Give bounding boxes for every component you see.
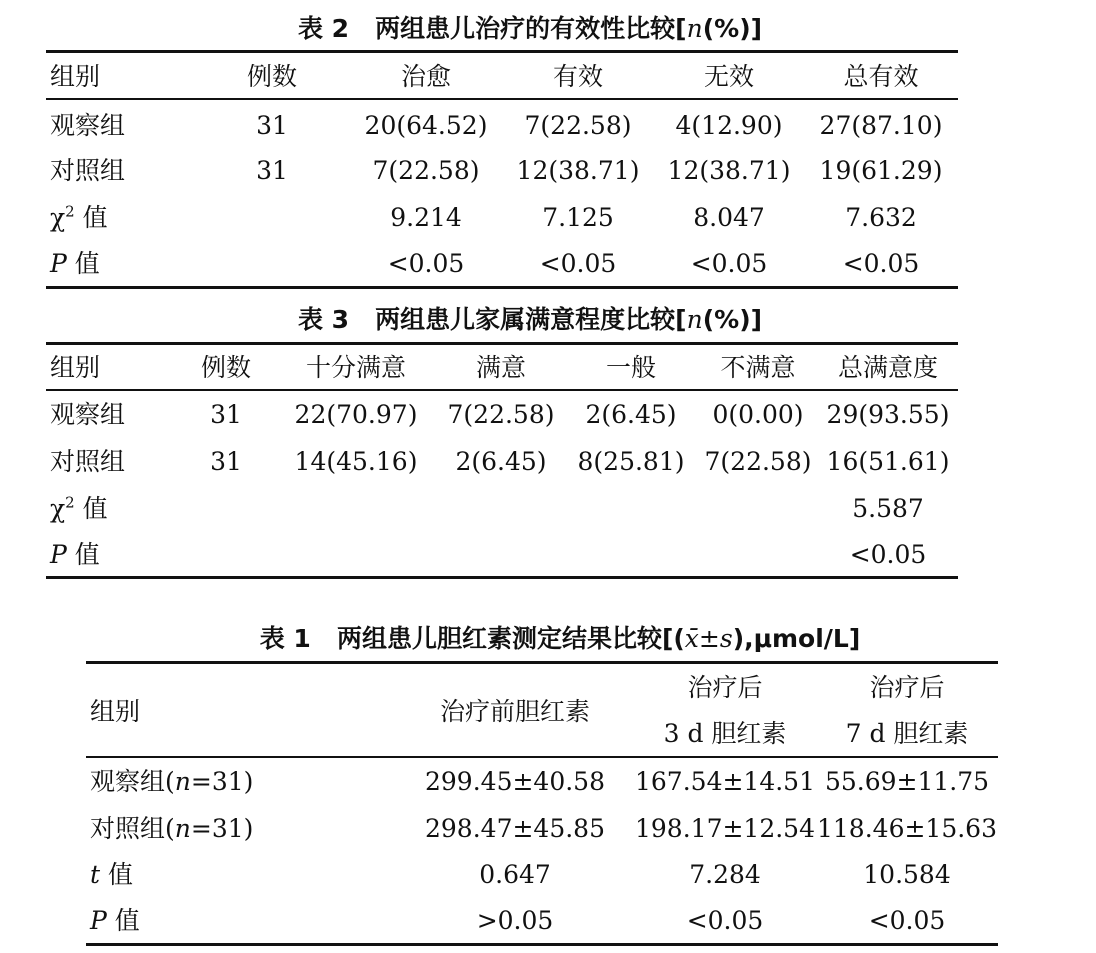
table3-row2-satisfied: 2(6.45)	[455, 447, 547, 476]
table3-chi-label	[50, 494, 108, 524]
table3-row1-total: 29(93.55)	[826, 400, 950, 429]
table1-caption-text: 两组患儿胆红素测定结果比较[(	[336, 624, 685, 653]
table1-t-label	[90, 860, 133, 890]
table2-chi-total: 7.632	[845, 203, 917, 232]
table2-p-effective: <0.05	[539, 249, 617, 278]
table2-p-label	[50, 249, 100, 279]
table2-p-total: <0.05	[842, 249, 920, 278]
table3-header-satisfied: 满意	[475, 353, 527, 382]
table2-caption-close: (%)]	[702, 14, 763, 43]
table2-row1-group: 观察组	[50, 111, 126, 140]
table2-row1-count: 31	[256, 111, 288, 140]
table1-row2-after7: 118.46±15.63	[817, 814, 997, 843]
table1-header-rule	[86, 756, 998, 758]
table2-bottom-rule	[46, 286, 958, 289]
table3-chi-sup: 2	[65, 493, 75, 512]
table1-bottom-rule	[86, 943, 998, 946]
table3-row2-total: 16(51.61)	[826, 447, 950, 476]
table3-row2-count: 31	[210, 447, 242, 476]
table3-caption-n: n	[686, 305, 703, 334]
table3-row1-count: 31	[210, 400, 242, 429]
table2-row2-total: 19(61.29)	[819, 156, 943, 185]
table1-row1-n: n	[174, 767, 191, 796]
table3-p-text: 值	[74, 540, 100, 569]
table2-header-ineffective: 无效	[703, 62, 755, 91]
table1-t-before: 0.647	[479, 860, 551, 889]
table3-header-group: 组别	[50, 353, 101, 382]
table1-row2-before: 298.47±45.85	[425, 814, 605, 843]
table3-header-count: 例数	[200, 353, 252, 382]
table2-top-rule	[46, 50, 958, 53]
table3-caption-number: 表 3	[297, 305, 350, 334]
table1-row2-group-text: 对照组(	[90, 814, 175, 843]
table1-caption-xs: x̄±s	[684, 624, 733, 653]
table3-chi-text: 值	[82, 494, 108, 523]
table2-caption-n: n	[686, 14, 703, 43]
table1-caption-close: ),μmol/L]	[732, 624, 861, 653]
table3-bottom-rule	[46, 576, 958, 579]
table2-caption-text: 两组患儿治疗的有效性比较[	[375, 14, 687, 43]
table3-row1-very-satisfied: 22(70.97)	[294, 400, 418, 429]
table3-header-rule	[46, 389, 958, 391]
table2-header-total: 总有效	[843, 62, 919, 91]
table1-t-symbol: t	[90, 860, 101, 889]
table2-chi-symbol: χ	[50, 203, 66, 232]
table3-caption-text: 两组患儿家属满意程度比较[	[375, 305, 687, 334]
table1-row2-count: =31)	[190, 814, 254, 843]
table3-header-average: 一般	[605, 353, 657, 382]
table3-row1-average: 2(6.45)	[585, 400, 677, 429]
table2-header-rule	[46, 98, 958, 100]
table3-p-symbol: P	[50, 540, 67, 569]
table2-chi-sup: 2	[65, 202, 75, 221]
table1-row1-before: 299.45±40.58	[425, 767, 605, 796]
table2-row1-ineffective: 4(12.90)	[675, 111, 783, 140]
table3-row2-unsatisfied: 7(22.58)	[704, 447, 812, 476]
table1-caption-number: 表 1	[259, 624, 311, 653]
table3-p-label	[50, 540, 100, 570]
table2-row1-total: 27(87.10)	[819, 111, 943, 140]
table1-top-rule	[86, 661, 998, 664]
table3-header-unsatisfied: 不满意	[720, 353, 796, 382]
table1-header-after7-line1: 治疗后	[869, 673, 945, 702]
table1-row2-n: n	[174, 814, 191, 843]
table1-caption	[0, 624, 1080, 654]
table2-p-ineffective: <0.05	[690, 249, 768, 278]
table2-header-group: 组别	[50, 62, 101, 91]
table3-caption	[0, 305, 1040, 335]
table2-chi-ineffective: 8.047	[693, 203, 765, 232]
table3-caption-close: (%)]	[702, 305, 763, 334]
table2-row2-count: 31	[256, 156, 288, 185]
table3-row1-unsatisfied: 0(0.00)	[712, 400, 804, 429]
table1-row1-after7: 55.69±11.75	[824, 767, 990, 796]
table1-row1-group	[90, 767, 253, 797]
table1-header-after3-line1: 治疗后	[687, 673, 763, 702]
table1-row1-group-text: 观察组(	[90, 767, 175, 796]
table2-row1-cured: 20(64.52)	[364, 111, 488, 140]
table3-row1-satisfied: 7(22.58)	[447, 400, 555, 429]
table2-p-cured: <0.05	[387, 249, 465, 278]
table3-p-total: <0.05	[849, 540, 927, 569]
table3-row2-average: 8(25.81)	[577, 447, 685, 476]
table1-header-group: 组别	[90, 697, 141, 726]
table3-chi-symbol: χ	[50, 494, 66, 523]
table1-header-before: 治疗前胆红素	[439, 697, 591, 726]
table3-header-very-satisfied: 十分满意	[305, 353, 407, 382]
table1-t-after7: 10.584	[863, 860, 951, 889]
table1-t-after3: 7.284	[689, 860, 761, 889]
table2-chi-effective: 7.125	[542, 203, 614, 232]
table3-row2-very-satisfied: 14(45.16)	[294, 447, 418, 476]
table3-header-total: 总满意度	[837, 353, 939, 382]
table2-row2-cured: 7(22.58)	[372, 156, 480, 185]
table1-header-after3-line2: 3 d 胆红素	[663, 719, 787, 748]
table1-p-label	[90, 906, 140, 936]
table1-p-after3: <0.05	[686, 906, 764, 935]
table2-chi-cured: 9.214	[390, 203, 462, 232]
table2-chi-text: 值	[82, 203, 108, 232]
table2-caption-number: 表 2	[297, 14, 350, 43]
table1-header-after7-line2: 7 d 胆红素	[845, 719, 969, 748]
table2-header-cured: 治愈	[400, 62, 452, 91]
table1-row1-after3: 167.54±14.51	[635, 767, 815, 796]
table2-row2-ineffective: 12(38.71)	[667, 156, 791, 185]
table2-header-count: 例数	[246, 62, 298, 91]
table3-row1-group: 观察组	[50, 400, 126, 429]
table1-p-text: 值	[114, 906, 140, 935]
table1-row2-group	[90, 814, 253, 844]
table2-p-symbol: P	[50, 249, 67, 278]
table2-chi-label	[50, 203, 108, 233]
table3-chi-total: 5.587	[852, 494, 924, 523]
table1-row2-after3: 198.17±12.54	[635, 814, 815, 843]
table1-row1-count: =31)	[190, 767, 254, 796]
table1-t-text: 值	[108, 860, 134, 889]
table2-header-effective: 有效	[552, 62, 604, 91]
table3-top-rule	[46, 342, 958, 345]
table2-row2-group: 对照组	[50, 156, 126, 185]
table1-p-symbol: P	[90, 906, 107, 935]
table2-caption	[0, 14, 1040, 44]
table1-p-after7: <0.05	[868, 906, 946, 935]
table3-row2-group: 对照组	[50, 447, 126, 476]
table2-p-text: 值	[74, 249, 100, 278]
table2-row2-effective: 12(38.71)	[516, 156, 640, 185]
table1-p-before: >0.05	[476, 906, 554, 935]
table2-row1-effective: 7(22.58)	[524, 111, 632, 140]
